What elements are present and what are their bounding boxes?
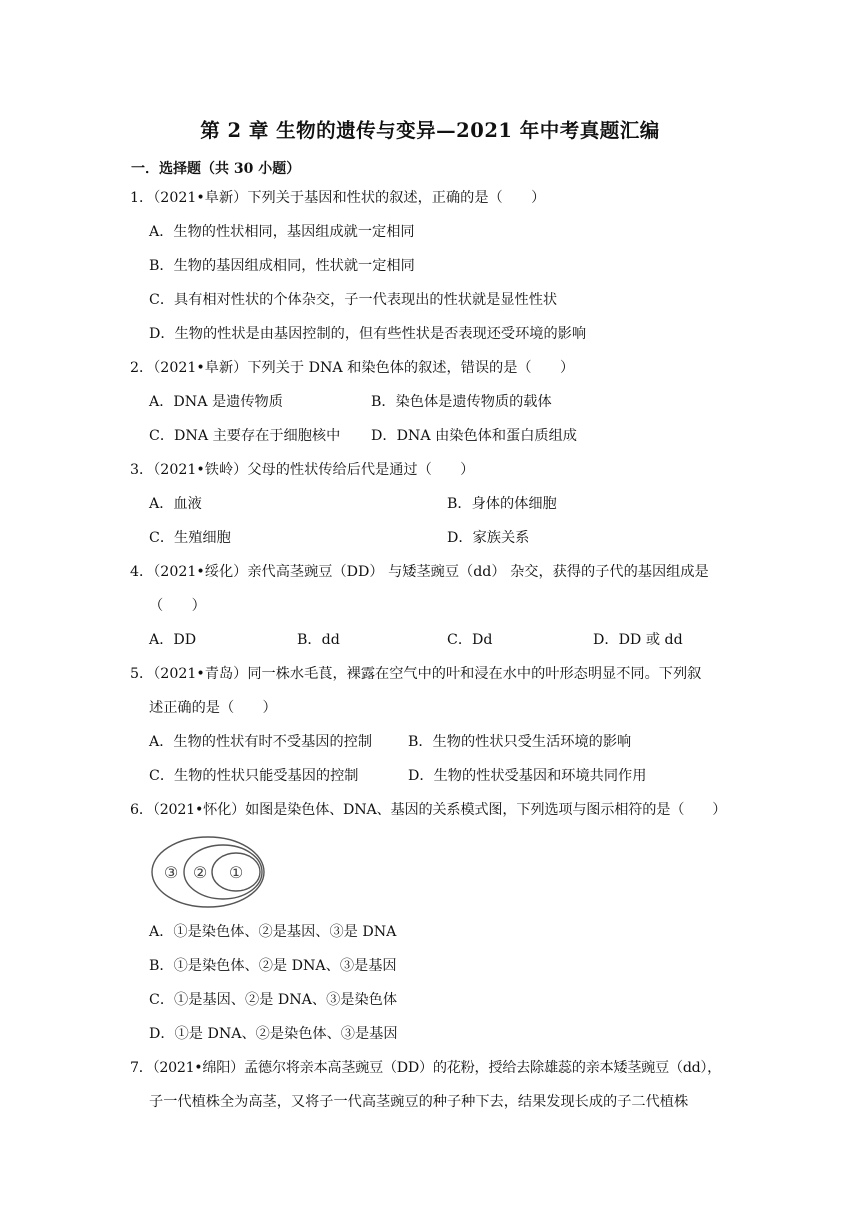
question-5-option-a: A．生物的性状有时不受基因的控制 [149, 734, 373, 750]
question-2-stem: 2．（2021•阜新）下列关于 DNA 和染色体的叙述，错误的是（ ） [130, 360, 575, 376]
question-1-option-d: D．生物的性状是由基因控制的，但有些性状是否表现还受环境的影响 [149, 326, 587, 342]
diagram-label-3: ③ [163, 863, 179, 882]
question-1-stem: 1．（2021•阜新）下列关于基因和性状的叙述，正确的是（ ） [130, 190, 546, 206]
question-6-option-a: A．①是染色体、②是基因、③是 DNA [149, 924, 397, 940]
question-5-option-d: D．生物的性状受基因和环境共同作用 [408, 768, 647, 784]
question-3-option-d: D．家族关系 [447, 530, 530, 546]
question-1-option-c: C．具有相对性状的个体杂交，子一代表现出的性状就是显性性状 [149, 292, 558, 308]
question-7-stem: 7．（2021•绵阳）孟德尔将亲本高茎豌豆（DD）的花粉，授给去除雄蕊的亲本矮茎豌豆（dd）， [130, 1060, 722, 1076]
chromosome-dna-gene-diagram [150, 834, 268, 910]
question-7-stem-continued: 子一代植株全为高茎，又将子一代高茎豌豆的种子种下去，结果发现长成的子二代植株 [149, 1094, 689, 1110]
question-3-option-a: A．血液 [149, 496, 202, 512]
question-6-option-b: B．①是染色体、②是 DNA、③是基因 [149, 958, 397, 974]
question-3-option-b: B．身体的体细胞 [447, 496, 557, 512]
diagram-label-2: ② [192, 863, 208, 882]
question-6-stem: 6．（2021•怀化）如图是染色体、DNA、基因的关系模式图，下列选项与图示相符的是（ ） [130, 802, 727, 818]
question-5-stem-continued: 述正确的是（ ） [149, 700, 277, 716]
diagram-label-1: ① [228, 863, 244, 882]
question-4-option-b: B．dd [297, 632, 340, 648]
question-2-option-b: B．染色体是遗传物质的载体 [371, 394, 552, 410]
question-4-option-a: A．DD [149, 632, 197, 648]
question-4-stem: 4．（2021•绥化）亲代高茎豌豆（DD） 与矮茎豌豆（dd） 杂交，获得的子代的基因组成是 [130, 564, 709, 580]
question-6-option-d: D．①是 DNA、②是染色体、③是基因 [149, 1026, 398, 1042]
question-3-option-c: C．生殖细胞 [149, 530, 231, 546]
question-3-stem: 3．（2021•铁岭）父母的性状传给后代是通过（ ） [130, 462, 475, 478]
section-heading: 一．选择题（共 30 小题） [131, 161, 301, 177]
question-5-stem: 5．（2021•青岛）同一株水毛茛，裸露在空气中的叶和浸在水中的叶形态明显不同。下列叙 [130, 666, 702, 682]
question-4-option-c: C．Dd [447, 632, 493, 648]
question-2-option-d: D．DNA 由染色体和蛋白质组成 [371, 428, 577, 444]
question-1-option-a: A．生物的性状相同，基因组成就一定相同 [149, 224, 415, 240]
question-5-option-c: C．生物的性状只能受基因的控制 [149, 768, 359, 784]
question-4-stem-continued: （ ） [149, 598, 206, 614]
question-5-option-b: B．生物的性状只受生活环境的影响 [408, 734, 632, 750]
question-1-option-b: B．生物的基因组成相同，性状就一定相同 [149, 258, 415, 274]
question-6-option-c: C．①是基因、②是 DNA、③是染色体 [149, 992, 398, 1008]
question-2-option-c: C．DNA 主要存在于细胞核中 [149, 428, 341, 444]
page-title: 第 2 章 生物的遗传与变异—2021 年中考真题汇编 [200, 119, 660, 142]
question-2-option-a: A．DNA 是遗传物质 [149, 394, 283, 410]
question-4-option-d: D．DD 或 dd [593, 632, 683, 648]
